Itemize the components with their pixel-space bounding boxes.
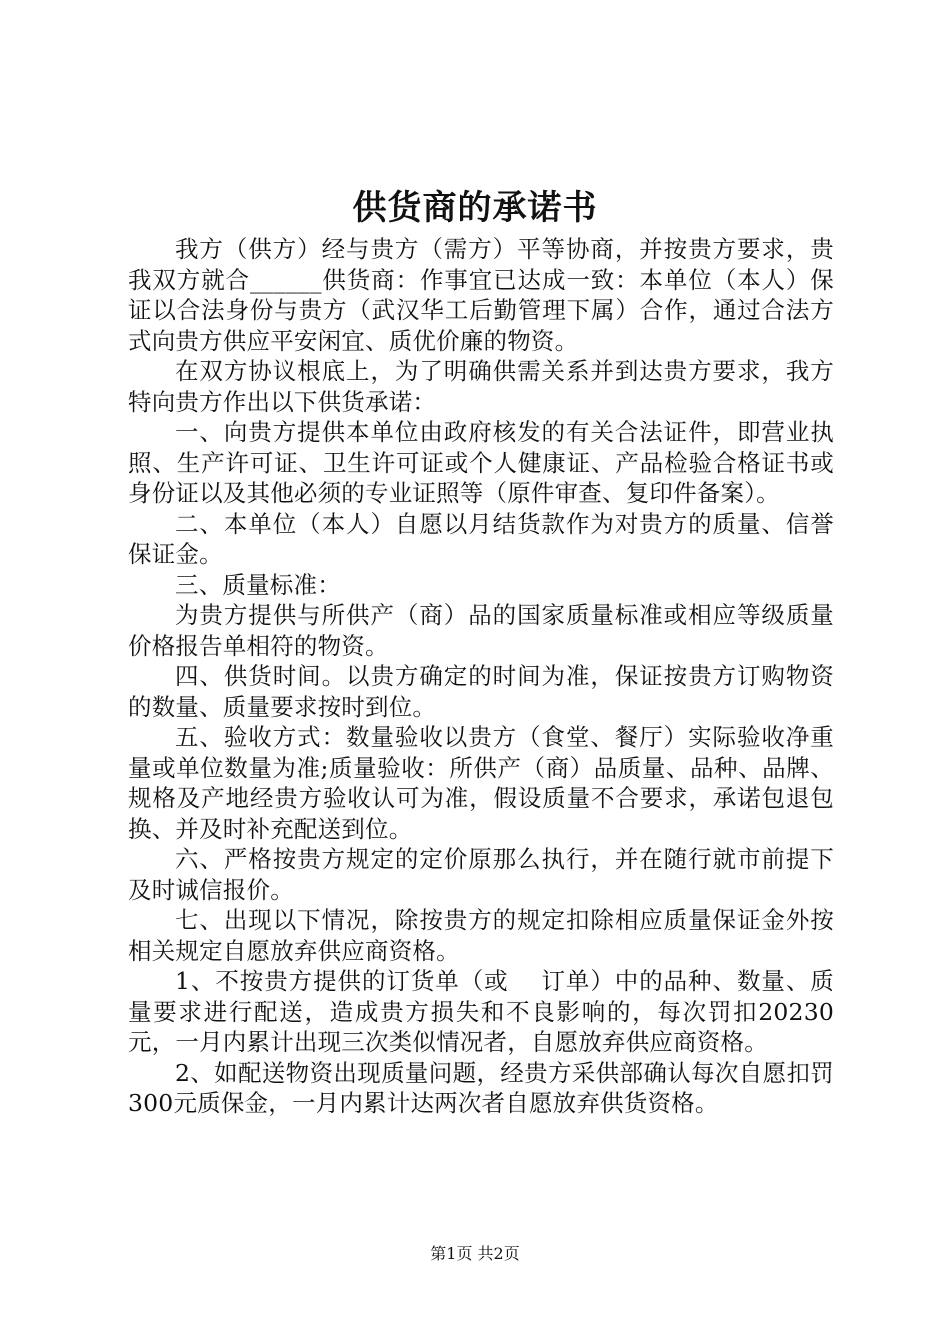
paragraph-item-7: 七、出现以下情况，除按贵方的规定扣除相应质量保证金外按相关规定自愿放弃供应商资格。: [128, 906, 834, 965]
paragraph-item-4: 四、供货时间。以贵方确定的时间为准，保证按贵方订购物资的数量、质量要求按时到位。: [128, 662, 834, 721]
page-number: 第1页 共2页: [430, 1244, 520, 1263]
paragraph-item-1: 一、向贵方提供本单位由政府核发的有关合法证件，即营业执照、生产许可证、卫生许可证或个人健康证、产品检验合格证书或身份证以及其他必须的专业证照等（原件审查、复印件备案）。: [128, 418, 834, 507]
paragraph-item-3-heading: 三、质量标准：: [175, 570, 341, 599]
paragraph-item-6: 六、严格按贵方规定的定价原那么执行，并在随行就市前提下及时诚信报价。: [128, 845, 834, 904]
paragraph-intro: 我方（供方）经与贵方（需方）平等协商，并按贵方要求，贵我双方就合______供货商：作事宜已达成一致：本单位（本人）保证以合法身份与贵方（武汉华工后勤管理下属）合作，通过合法方式向贵方供应平安闲宜、质优价廉的物资。: [128, 235, 834, 355]
paragraph-sub-1: 1、不按贵方提供的订货单（或 订单）中的品种、数量、质量要求进行配送，造成贵方损失和不良影响的，每次罚扣20230元，一月内累计出现三次类似情况者，自愿放弃供应商资格。: [128, 967, 834, 1056]
paragraph-basis: 在双方协议根底上，为了明确供需关系并到达贵方要求，我方特向贵方作出以下供货承诺：: [128, 357, 834, 416]
paragraph-item-2: 二、本单位（本人）自愿以月结货款作为对贵方的质量、信誉保证金。: [128, 509, 834, 568]
paragraph-item-5: 五、验收方式：数量验收以贵方（食堂、餐厅）实际验收净重量或单位数量为准;质量验收：所供产（商）品质量、品种、品牌、规格及产地经贵方验收认可为准，假设质量不合要求，承诺包退包换、并及时补充配送到位。: [128, 723, 834, 843]
document-body: [128, 234, 834, 1119]
paragraph-sub-2: 2、如配送物资出现质量问题，经贵方采供部确认每次自愿扣罚300元质保金，一月内累计达两次者自愿放弃供货资格。: [128, 1058, 834, 1117]
paragraph-item-3-body: 为贵方提供与所供产（商）品的国家质量标准或相应等级质量价格报告单相符的物资。: [128, 601, 834, 660]
document-title: 供货商的承诺书: [352, 188, 598, 228]
